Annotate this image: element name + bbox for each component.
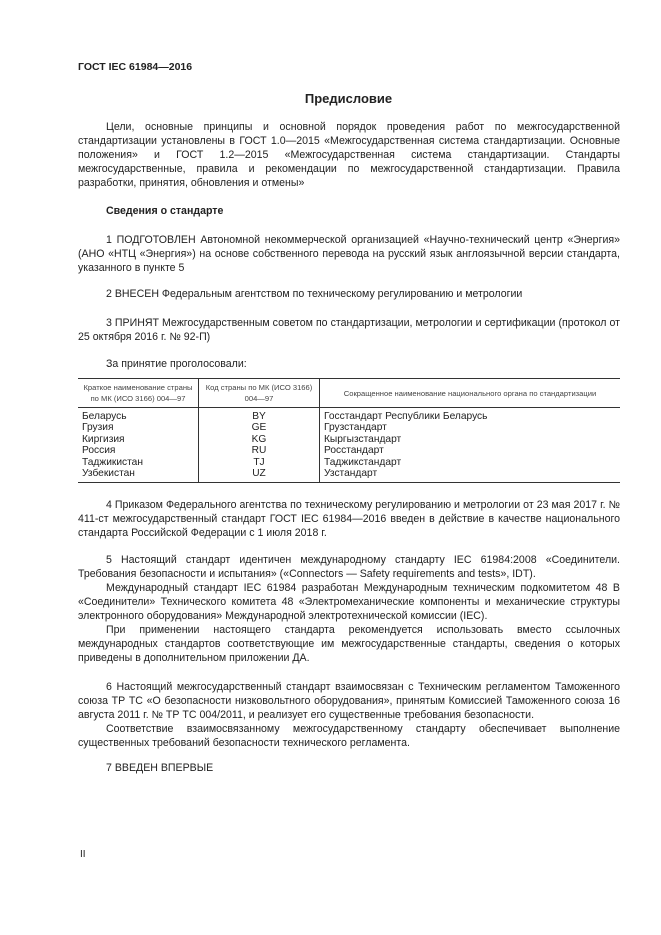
item-7-text: 7 ВВЕДЕН ВПЕРВЫЕ — [106, 762, 214, 774]
table-header-country: Краткое наименование страны по МК (ИСО 3166) 004—97 — [78, 379, 199, 408]
voted-text: За принятие проголосовали: — [106, 358, 247, 370]
table-header-code: Код страны по МК (ИСО 3166) 004—97 — [199, 379, 320, 408]
item-6 — [78, 680, 620, 750]
item-1-text: 1 ПОДГОТОВЛЕН Автономной некоммерческой организацией «Научно-технический центр «Энергия» (АНО «НТЦ «Энергия») на основе собственного перевода на русский язык англоязычной версии стандарта, указанного в пункте 5 — [78, 234, 620, 274]
item-2-text: 2 ВНЕСЕН Федеральным агентством по техническому регулированию и метрологии — [106, 288, 523, 300]
code-cell: BY GE KG RU TJ UZ — [199, 408, 320, 483]
item-5-text: 5 Настоящий стандарт идентичен международному стандарту IEC 61984:2008 «Соединители. Требования безопасности и испытания» («Connectors — Safety requirements and tests», IDT). — [78, 554, 620, 580]
item-3-text: 3 ПРИНЯТ Межгосударственным советом по стандартизации, метрологии и сертификации (протокол от 25 октября 2016 г. № 92-П) — [78, 317, 620, 343]
table-header-body: Сокращенное наименование национального органа по стандартизации — [320, 379, 621, 408]
intro-paragraph — [78, 120, 620, 190]
section-heading: Сведения о стандарте — [106, 205, 224, 217]
table-row — [78, 408, 620, 483]
item-5 — [78, 553, 620, 665]
voting-table — [78, 378, 620, 483]
page-title: Предисловие — [304, 91, 393, 106]
intro-text: Цели, основные принципы и основной порядок проведения работ по межгосударственной стандартизации установлены в ГОСТ 1.0—2015 «Межгосударственная система стандартизации. Основные положения» и ГОСТ 1.2—2015 «Межгосударственная система стандартизации. Стандарты межгосударственные, правила и рекомендации по межгосударственной стандартизации. Правила разработки, принятия, обновления и отмены» — [78, 121, 620, 189]
item-4 — [78, 498, 620, 540]
body-cell: Госстандарт Республики Беларусь Грузстандарт Кыргызстандарт Росстандарт Таджикстандарт Узстандарт — [320, 408, 621, 483]
country-cell: Беларусь Грузия Киргизия Россия Таджикистан Узбекистан — [82, 411, 143, 480]
item-3 — [78, 316, 620, 344]
item-4-text: 4 Приказом Федерального агентства по техническому регулированию и метрологии от 23 мая 2017 г. № 411-ст межгосударственный стандарт ГОСТ IEC 61984—2016 введен в действие в качестве национального стандарта Российской Федерации с 1 июля 2018 г. — [78, 499, 620, 539]
item-2 — [78, 287, 620, 301]
item-6-text-b: Соответствие взаимосвязанному межгосударственному стандарту обеспечивает выполнение существенных требований безопасности технического регламента. — [78, 723, 620, 749]
item-7 — [78, 761, 620, 775]
item-1 — [78, 233, 620, 275]
item-6-text: 6 Настоящий межгосударственный стандарт взаимосвязан с Техническим регламентом Таможенного союза ТР ТС «О безопасности низковольтного оборудования», принятым Комиссией Таможенного союза 16 августа 2011 г. № ТР ТС 004/2011, и реализует его существенные требования безопасности. — [78, 681, 620, 721]
voted-label — [78, 357, 620, 371]
item-5-text-b: Международный стандарт IEC 61984 разработан Международным техническим подкомитетом 48 В «Соединители» Технического комитета 48 «Электромеханические компоненты и механические структуры электронного оборудования» Международной электротехнической комиссии (IEC). — [78, 582, 620, 622]
page-number: II — [80, 849, 86, 860]
item-5-text-c: При применении настоящего стандарта рекомендуется использовать вместо ссылочных международных стандартов соответствующие им межгосударственные стандарты, сведения о которых приведены в дополнительном приложении ДА. — [78, 624, 620, 664]
document-header: ГОСТ IEC 61984—2016 — [78, 61, 193, 73]
